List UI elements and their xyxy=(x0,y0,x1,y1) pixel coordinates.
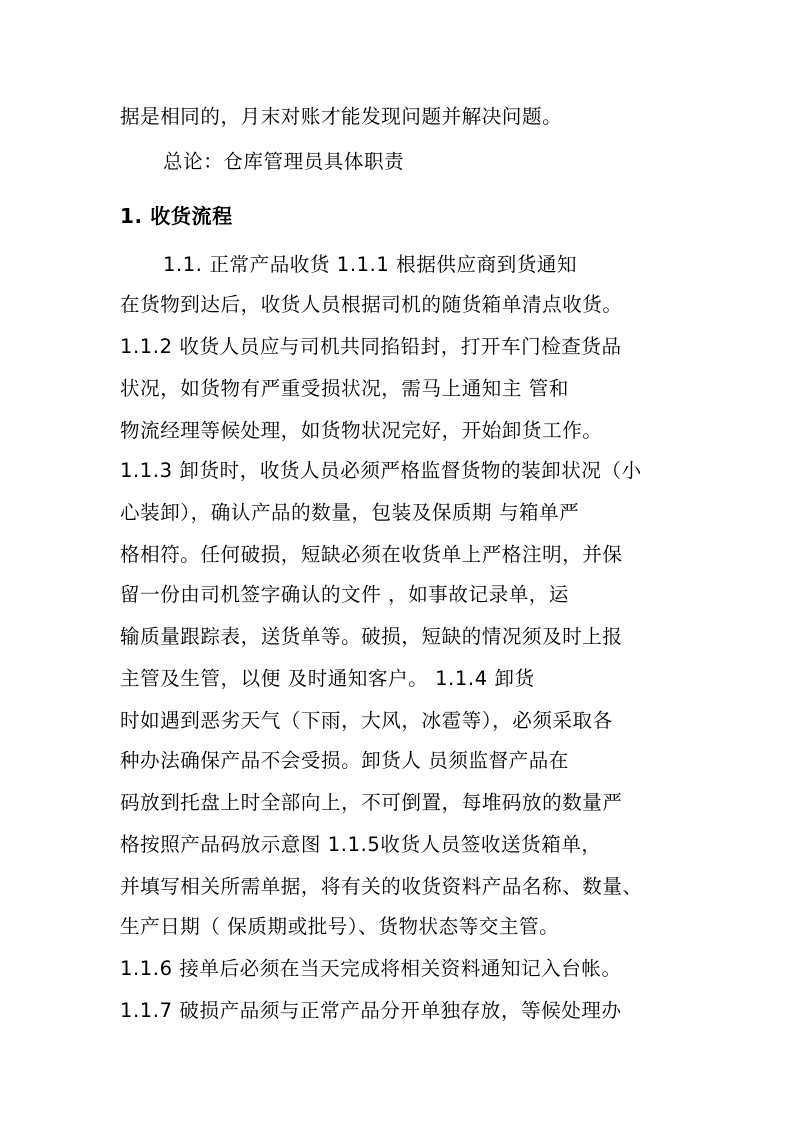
text-line-11: 格相符。任何破损，短缺必须在收货单上严格注明，并保 xyxy=(120,543,623,566)
text-line-6: 1.1.2 收货人员应与司机共同掐铅封，打开车门检查货品 xyxy=(120,335,622,358)
text-line-7: 状况，如货物有严重受损状况，需马上通知主 管和 xyxy=(120,377,569,400)
text-line-5: 在货物到达后，收货人员根据司机的随货箱单清点收货。 xyxy=(120,293,623,316)
text-line-13: 输质量跟踪表，送货单等。破损，短缺的情况须及时上报 xyxy=(120,625,623,648)
text-line-17: 码放到托盘上时全部向上，不可倒置，每堆码放的数量严 xyxy=(120,791,623,814)
text-line-16: 种办法确保产品不会受损。卸货人 员须监督产品在 xyxy=(120,749,569,772)
text-line-15: 时如遇到恶劣天气（下雨，大风，冰雹等），必须采取各 xyxy=(120,709,613,732)
text-line-10: 心装卸），确认产品的数量，包装及保质期 与箱单严 xyxy=(120,501,580,524)
text-line-20: 生产日期（ 保质期或批号）、货物状态等交主管。 xyxy=(120,915,560,938)
text-line-21: 1.1.6 接单后必须在当天完成将相关资料通知记入台帐。 xyxy=(120,957,622,980)
text-line-18: 格按照产品码放示意图 1.1.5收货人员签收送货箱单， xyxy=(120,833,602,856)
text-line-14: 主管及生管，以便 及时通知客户。 1.1.4 卸货 xyxy=(120,667,535,690)
text-line-12: 留一份由司机签字确认的文件 ，如事故记录单，运 xyxy=(120,583,569,606)
text-line-8: 物流经理等候处理，如货物状况完好，开始卸货工作。 xyxy=(120,419,603,442)
text-line-2: 总论：仓库管理员具体职责 xyxy=(163,150,405,173)
subsection-heading-1-1: 1.1. 正常产品收货 1.1.1 根据供应商到货通知 xyxy=(163,253,578,276)
text-line-1: 据是相同的，月末对账才能发现问题并解决问题。 xyxy=(120,105,563,128)
text-line-19: 并填写相关所需单据，将有关的收货资料产品名称、数量、 xyxy=(120,875,643,898)
section-heading-1: 1. 收货流程 xyxy=(120,204,233,228)
text-line-9: 1.1.3 卸货时，收货人员必须严格监督货物的装卸状况（小 xyxy=(120,459,642,482)
text-line-22: 1.1.7 破损产品须与正常产品分开单独存放，等候处理办 xyxy=(120,999,622,1022)
